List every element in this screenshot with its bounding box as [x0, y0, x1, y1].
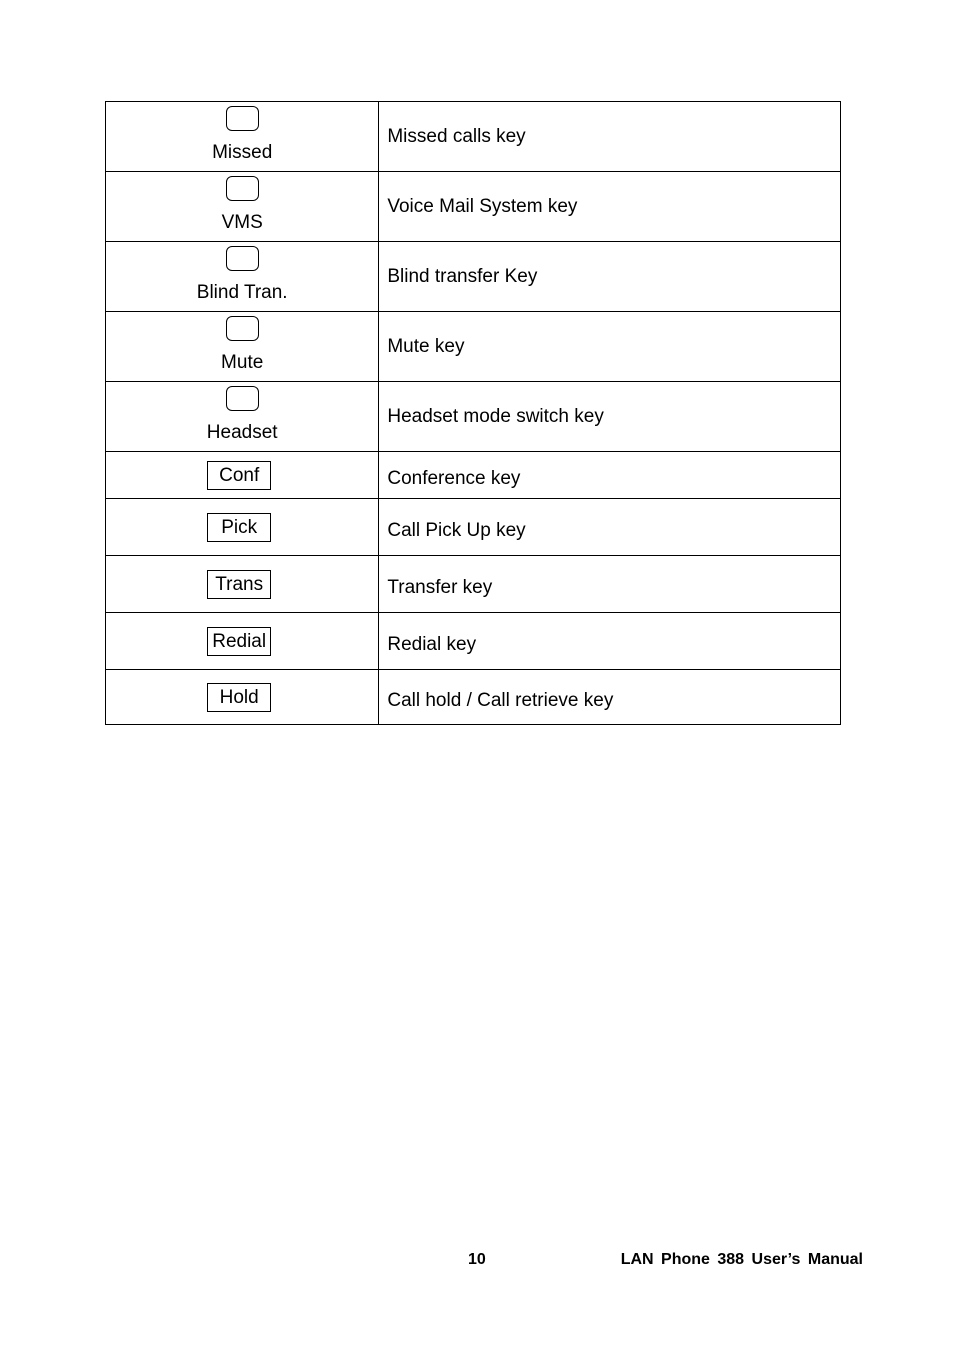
redial-key-icon: Redial: [207, 627, 271, 656]
key-description: Voice Mail System key: [387, 195, 578, 217]
footer-manual-title: LAN Phone 388 User’s Manual: [620, 1251, 863, 1268]
key-description: Call Pick Up key: [387, 520, 526, 541]
description-cell: [379, 382, 841, 452]
key-description-table: [105, 101, 841, 725]
description-cell: [379, 499, 841, 556]
pick-key-icon: Pick: [207, 513, 271, 542]
description-cell: [379, 242, 841, 312]
key-cell: [106, 499, 379, 556]
description-cell: [379, 172, 841, 242]
table-row: [106, 242, 841, 312]
table-row: [106, 382, 841, 452]
hold-key-icon: Hold: [207, 683, 271, 712]
key-cell: [106, 242, 379, 312]
conf-key-icon: Conf: [207, 461, 271, 490]
description-cell: [379, 613, 841, 670]
page-number: 10: [468, 1251, 486, 1268]
key-cell: [106, 556, 379, 613]
description-cell: [379, 312, 841, 382]
trans-key-icon: Trans: [207, 570, 271, 599]
headset-key-icon: [226, 386, 259, 411]
description-cell: [379, 670, 841, 725]
description-cell: [379, 452, 841, 499]
key-description: Mute key: [387, 335, 465, 357]
table-row: [106, 556, 841, 613]
key-label: VMS: [221, 212, 263, 233]
key-cell: [106, 670, 379, 725]
key-cell: [106, 382, 379, 452]
table-row: [106, 172, 841, 242]
table-row: [106, 670, 841, 725]
key-label: Blind Tran.: [196, 282, 288, 303]
mute-key-icon: [226, 316, 259, 341]
key-cell: [106, 172, 379, 242]
key-cell: [106, 613, 379, 670]
table-row: [106, 102, 841, 172]
table-row: [106, 499, 841, 556]
key-label: Mute: [221, 352, 264, 373]
missed-key-icon: [226, 106, 259, 131]
key-description: Transfer key: [387, 577, 493, 598]
key-description: Missed calls key: [387, 125, 526, 147]
table-row: [106, 312, 841, 382]
key-description: Blind transfer Key: [387, 265, 538, 287]
key-label: Missed: [212, 142, 273, 163]
key-description: Headset mode switch key: [387, 405, 604, 427]
table-row: [106, 452, 841, 499]
vms-key-icon: [226, 176, 259, 201]
table-row: [106, 613, 841, 670]
key-description: Call hold / Call retrieve key: [387, 690, 614, 711]
key-label: Headset: [206, 422, 278, 443]
key-description: Conference key: [387, 468, 521, 489]
key-cell: [106, 312, 379, 382]
key-cell: [106, 102, 379, 172]
description-cell: [379, 102, 841, 172]
key-cell: [106, 452, 379, 499]
blind-transfer-key-icon: [226, 246, 259, 271]
key-description: Redial key: [387, 634, 477, 655]
description-cell: [379, 556, 841, 613]
